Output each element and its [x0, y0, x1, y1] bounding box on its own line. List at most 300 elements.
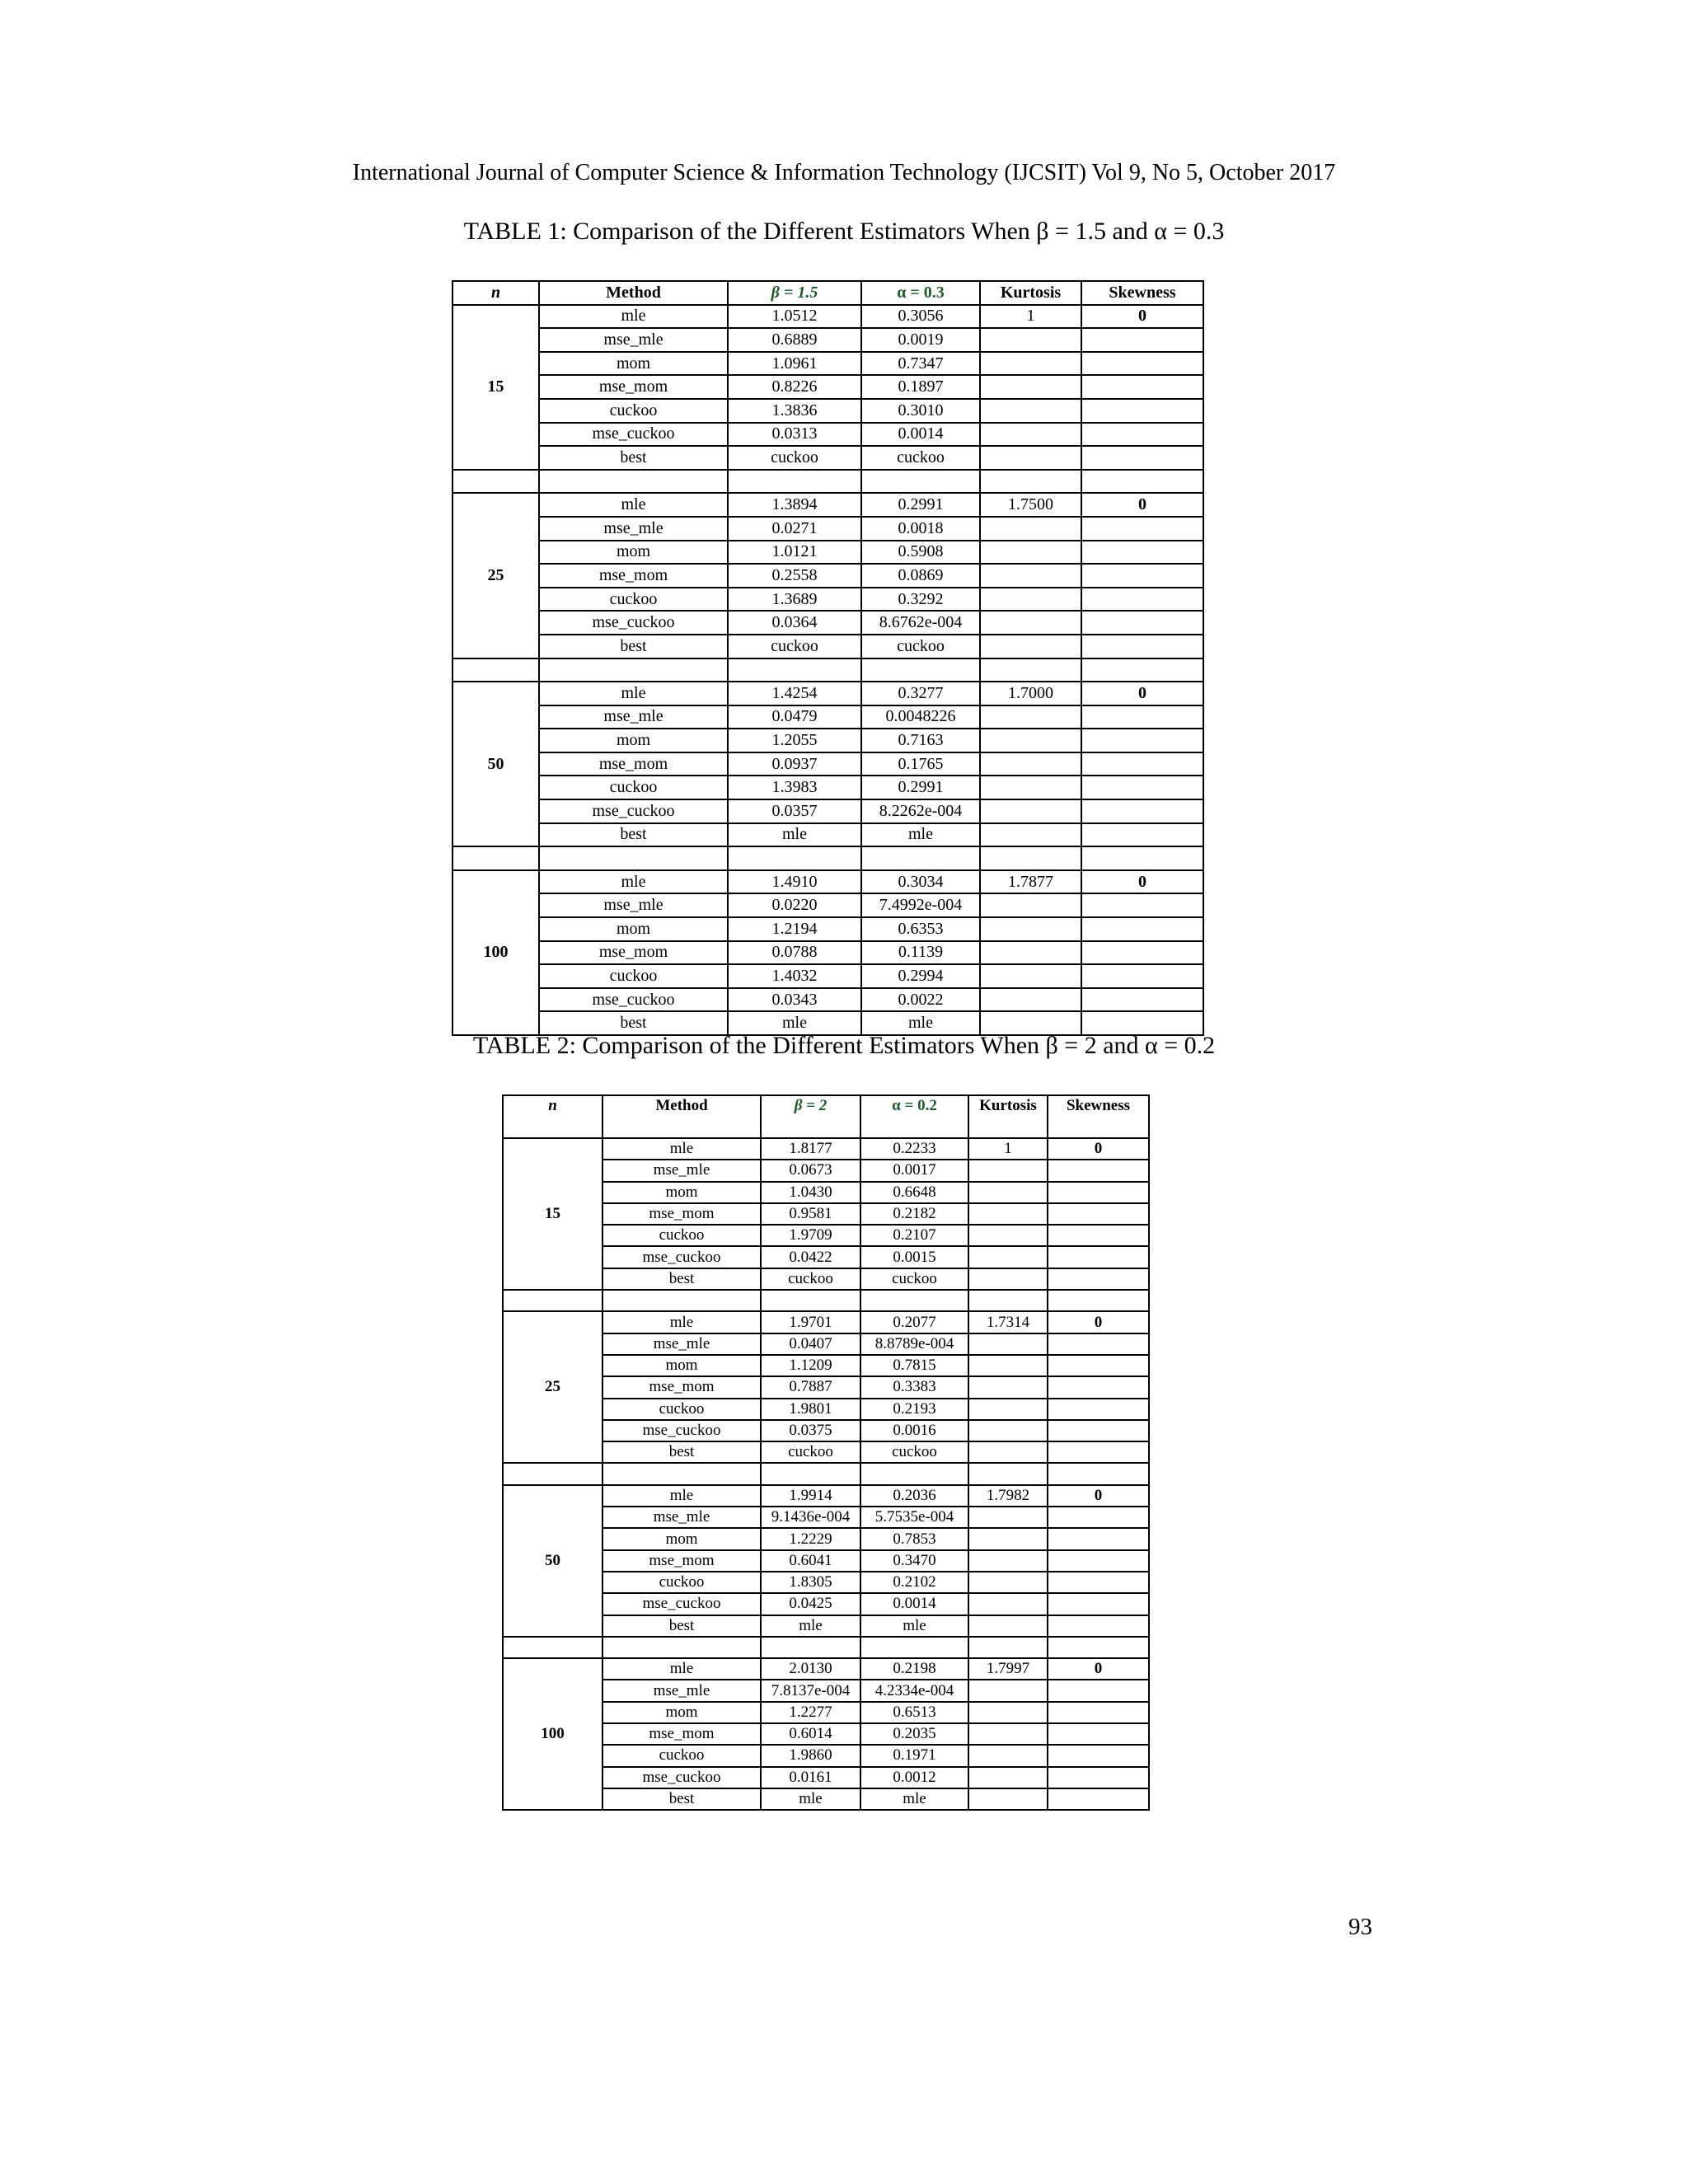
spacer-row	[452, 658, 1203, 682]
kurtosis-cell: 1.7500	[980, 493, 1081, 517]
method-cell: mom	[603, 1702, 761, 1723]
table-row	[503, 1485, 1149, 1507]
spacer-cell	[861, 658, 980, 682]
skewness-cell	[1081, 823, 1203, 847]
skewness-cell: 0	[1048, 1138, 1149, 1160]
table-row	[452, 399, 1203, 423]
kurtosis-cell	[968, 1745, 1048, 1766]
kurtosis-cell	[980, 611, 1081, 635]
kurtosis-cell	[980, 917, 1081, 941]
skewness-cell	[1081, 564, 1203, 588]
alpha-cell: mle	[861, 1011, 980, 1035]
spacer-cell	[539, 846, 728, 870]
header-skewness: Skewness	[1081, 281, 1203, 305]
skewness-cell	[1048, 1745, 1149, 1766]
spacer-cell	[452, 470, 539, 494]
skewness-cell	[1081, 964, 1203, 988]
beta-cell: 1.4910	[728, 870, 861, 894]
beta-cell: 1.2194	[728, 917, 861, 941]
method-cell: mse_cuckoo	[603, 1420, 761, 1441]
kurtosis-cell: 1.7314	[968, 1311, 1048, 1333]
spacer-cell	[603, 1290, 761, 1311]
header-kurtosis: Kurtosis	[980, 281, 1081, 305]
page-number: 93	[1348, 1914, 1372, 1940]
kurtosis-cell	[980, 752, 1081, 776]
kurtosis-cell	[980, 446, 1081, 470]
method-cell: mse_mom	[539, 752, 728, 776]
kurtosis-cell	[968, 1160, 1048, 1181]
beta-cell: 1.3836	[728, 399, 861, 423]
skewness-cell	[1048, 1550, 1149, 1572]
beta-cell: 0.0788	[728, 941, 861, 965]
table-row	[503, 1311, 1149, 1333]
table-row	[452, 823, 1203, 847]
alpha-cell: 0.1139	[861, 941, 980, 965]
method-cell: mse_mom	[603, 1550, 761, 1572]
skewness-cell	[1048, 1420, 1149, 1441]
header-method: Method	[603, 1095, 761, 1138]
spacer-cell	[539, 470, 728, 494]
table-row	[503, 1658, 1149, 1680]
alpha-cell: 0.7163	[861, 729, 980, 752]
table1	[452, 280, 1204, 1036]
method-cell: best	[539, 823, 728, 847]
spacer-row	[452, 846, 1203, 870]
header-alpha: α = 0.2	[860, 1095, 968, 1138]
alpha-cell: 0.0019	[861, 328, 980, 352]
table1-caption: TABLE 1: Comparison of the Different Estimators When β = 1.5 and α = 0.3	[463, 218, 1225, 245]
spacer-cell	[728, 470, 861, 494]
method-cell: mle	[603, 1138, 761, 1160]
method-cell: mse_mom	[539, 375, 728, 399]
header-method: Method	[539, 281, 728, 305]
skewness-cell	[1048, 1268, 1149, 1290]
beta-cell: 2.0130	[761, 1658, 860, 1680]
kurtosis-cell	[980, 423, 1081, 447]
kurtosis-cell	[980, 328, 1081, 352]
skewness-cell	[1048, 1203, 1149, 1225]
spacer-cell	[1048, 1463, 1149, 1484]
spacer-cell	[861, 846, 980, 870]
spacer-cell	[968, 1290, 1048, 1311]
method-cell: best	[539, 635, 728, 658]
alpha-cell: mle	[860, 1615, 968, 1637]
method-cell: mse_mom	[539, 941, 728, 965]
alpha-cell: 0.3470	[860, 1550, 968, 1572]
kurtosis-cell: 1	[968, 1138, 1048, 1160]
method-cell: best	[603, 1441, 761, 1463]
alpha-cell: 0.7815	[860, 1355, 968, 1376]
spacer-cell	[761, 1290, 860, 1311]
beta-cell: 1.3894	[728, 493, 861, 517]
method-cell: cuckoo	[539, 964, 728, 988]
method-cell: mle	[539, 305, 728, 329]
beta-cell: 0.0220	[728, 893, 861, 917]
skewness-cell: 0	[1048, 1485, 1149, 1507]
method-cell: mse_cuckoo	[539, 423, 728, 447]
alpha-cell: 0.0017	[860, 1160, 968, 1181]
alpha-cell: 0.3056	[861, 305, 980, 329]
skewness-cell	[1048, 1399, 1149, 1420]
skewness-cell	[1081, 705, 1203, 729]
skewness-cell	[1081, 375, 1203, 399]
kurtosis-cell	[968, 1246, 1048, 1268]
alpha-cell: 0.0018	[861, 517, 980, 541]
skewness-cell	[1048, 1160, 1149, 1181]
kurtosis-cell	[968, 1572, 1048, 1593]
alpha-cell: 0.2182	[860, 1203, 968, 1225]
kurtosis-cell	[968, 1507, 1048, 1528]
alpha-cell: 0.1971	[860, 1745, 968, 1766]
spacer-cell	[860, 1637, 968, 1658]
beta-cell: 1.9860	[761, 1745, 860, 1766]
beta-cell: 1.8305	[761, 1572, 860, 1593]
kurtosis-cell	[968, 1441, 1048, 1463]
kurtosis-cell	[980, 964, 1081, 988]
table-row	[452, 870, 1203, 894]
method-cell: mle	[539, 493, 728, 517]
spacer-cell	[861, 470, 980, 494]
method-cell: mle	[603, 1311, 761, 1333]
kurtosis-cell	[980, 893, 1081, 917]
method-cell: mom	[603, 1182, 761, 1203]
beta-cell: 0.0375	[761, 1420, 860, 1441]
beta-cell: 0.9581	[761, 1203, 860, 1225]
beta-cell: 0.6889	[728, 328, 861, 352]
alpha-cell: 0.0014	[860, 1593, 968, 1615]
method-cell: mom	[539, 352, 728, 376]
beta-cell: 1.2055	[728, 729, 861, 752]
beta-cell: 1.4032	[728, 964, 861, 988]
kurtosis-cell	[980, 588, 1081, 612]
kurtosis-cell: 1.7997	[968, 1658, 1048, 1680]
spacer-cell	[980, 846, 1081, 870]
method-cell: mse_mle	[539, 517, 728, 541]
alpha-cell: 0.2107	[860, 1225, 968, 1246]
kurtosis-cell	[968, 1723, 1048, 1745]
skewness-cell	[1081, 799, 1203, 823]
skewness-cell	[1048, 1507, 1149, 1528]
beta-cell: 0.0673	[761, 1160, 860, 1181]
beta-cell: 1.1209	[761, 1355, 860, 1376]
skewness-cell	[1081, 776, 1203, 799]
spacer-cell	[452, 658, 539, 682]
method-cell: best	[603, 1788, 761, 1810]
n-cell: 15	[452, 305, 539, 470]
journal-header: International Journal of Computer Science & Information Technology (IJCSIT) Vol 9, No 5, October 2017	[352, 160, 1336, 185]
beta-cell: cuckoo	[728, 446, 861, 470]
skewness-cell	[1081, 611, 1203, 635]
spacer-cell	[1081, 470, 1203, 494]
spacer-cell	[539, 658, 728, 682]
spacer-cell	[503, 1290, 603, 1311]
alpha-cell: 7.4992e-004	[861, 893, 980, 917]
skewness-cell	[1048, 1788, 1149, 1810]
method-cell: best	[539, 1011, 728, 1035]
method-cell: cuckoo	[539, 399, 728, 423]
alpha-cell: 0.2193	[860, 1399, 968, 1420]
table-row	[452, 517, 1203, 541]
beta-cell: 0.0271	[728, 517, 861, 541]
alpha-cell: cuckoo	[860, 1268, 968, 1290]
alpha-cell: 0.0048226	[861, 705, 980, 729]
spacer-cell	[860, 1463, 968, 1484]
alpha-cell: 8.2262e-004	[861, 799, 980, 823]
method-cell: mse_cuckoo	[603, 1246, 761, 1268]
skewness-cell	[1048, 1723, 1149, 1745]
method-cell: mse_cuckoo	[539, 988, 728, 1012]
kurtosis-cell	[980, 776, 1081, 799]
kurtosis-cell	[980, 541, 1081, 565]
beta-cell: 1.8177	[761, 1138, 860, 1160]
alpha-cell: cuckoo	[861, 635, 980, 658]
method-cell: mse_mle	[539, 705, 728, 729]
alpha-cell: 0.2077	[860, 1311, 968, 1333]
spacer-cell	[503, 1637, 603, 1658]
alpha-cell: 0.1765	[861, 752, 980, 776]
n-cell: 25	[503, 1311, 603, 1463]
skewness-cell	[1048, 1593, 1149, 1615]
alpha-cell: 0.2233	[860, 1138, 968, 1160]
method-cell: mse_mom	[603, 1203, 761, 1225]
beta-cell: 0.6041	[761, 1550, 860, 1572]
skewness-cell	[1048, 1225, 1149, 1246]
method-cell: best	[539, 446, 728, 470]
spacer-row	[503, 1290, 1149, 1311]
table-row	[452, 893, 1203, 917]
alpha-cell: 8.8789e-004	[860, 1333, 968, 1355]
beta-cell: 0.0357	[728, 799, 861, 823]
skewness-cell	[1081, 729, 1203, 752]
table-row	[452, 635, 1203, 658]
skewness-cell	[1081, 917, 1203, 941]
table-row	[452, 964, 1203, 988]
table-row	[452, 423, 1203, 447]
alpha-cell: 0.3277	[861, 682, 980, 705]
beta-cell: 0.0479	[728, 705, 861, 729]
kurtosis-cell	[968, 1767, 1048, 1788]
n-cell: 15	[503, 1138, 603, 1290]
alpha-cell: 0.2994	[861, 964, 980, 988]
beta-cell: 0.0364	[728, 611, 861, 635]
skewness-cell	[1081, 423, 1203, 447]
beta-cell: 1.3689	[728, 588, 861, 612]
alpha-cell: 0.7853	[860, 1528, 968, 1549]
kurtosis-cell	[980, 375, 1081, 399]
beta-cell: 1.3983	[728, 776, 861, 799]
method-cell: mle	[539, 682, 728, 705]
table-row	[452, 328, 1203, 352]
table-row	[452, 941, 1203, 965]
alpha-cell: 0.2035	[860, 1723, 968, 1745]
spacer-row	[452, 470, 1203, 494]
kurtosis-cell	[968, 1399, 1048, 1420]
kurtosis-cell	[980, 729, 1081, 752]
method-cell: cuckoo	[603, 1572, 761, 1593]
beta-cell: 1.0430	[761, 1182, 860, 1203]
kurtosis-cell	[980, 823, 1081, 847]
kurtosis-cell	[968, 1528, 1048, 1549]
spacer-cell	[1081, 846, 1203, 870]
kurtosis-cell	[980, 399, 1081, 423]
skewness-cell	[1048, 1355, 1149, 1376]
skewness-cell	[1081, 635, 1203, 658]
kurtosis-cell	[968, 1333, 1048, 1355]
alpha-cell: 8.6762e-004	[861, 611, 980, 635]
header-skewness: Skewness	[1048, 1095, 1149, 1138]
skewness-cell	[1081, 517, 1203, 541]
method-cell: mom	[539, 541, 728, 565]
skewness-cell	[1081, 752, 1203, 776]
header-alpha: α = 0.3	[861, 281, 980, 305]
alpha-cell: 0.1897	[861, 375, 980, 399]
alpha-cell: 0.0022	[861, 988, 980, 1012]
alpha-cell: 0.2991	[861, 493, 980, 517]
kurtosis-cell: 1.7982	[968, 1485, 1048, 1507]
method-cell: mse_mom	[603, 1723, 761, 1745]
method-cell: mle	[603, 1485, 761, 1507]
method-cell: cuckoo	[603, 1225, 761, 1246]
method-cell: mse_cuckoo	[539, 799, 728, 823]
beta-cell: 1.9701	[761, 1311, 860, 1333]
skewness-cell	[1048, 1528, 1149, 1549]
table2-caption: TABLE 2: Comparison of the Different Estimators When β = 2 and α = 0.2	[472, 1032, 1216, 1059]
header-row	[503, 1095, 1149, 1138]
skewness-cell	[1081, 328, 1203, 352]
skewness-cell: 0	[1081, 493, 1203, 517]
method-cell: mom	[539, 917, 728, 941]
skewness-cell	[1081, 893, 1203, 917]
spacer-cell	[968, 1463, 1048, 1484]
beta-cell: 0.0425	[761, 1593, 860, 1615]
kurtosis-cell	[968, 1593, 1048, 1615]
skewness-cell	[1081, 352, 1203, 376]
alpha-cell: 0.7347	[861, 352, 980, 376]
header-beta: β = 2	[761, 1095, 860, 1138]
table-row	[452, 446, 1203, 470]
skewness-cell	[1048, 1615, 1149, 1637]
table-row	[452, 611, 1203, 635]
method-cell: mse_mle	[539, 893, 728, 917]
beta-cell: 1.9801	[761, 1399, 860, 1420]
spacer-cell	[603, 1637, 761, 1658]
table-row	[452, 917, 1203, 941]
skewness-cell	[1081, 941, 1203, 965]
kurtosis-cell	[968, 1550, 1048, 1572]
kurtosis-cell: 1.7000	[980, 682, 1081, 705]
skewness-cell	[1081, 446, 1203, 470]
spacer-cell	[728, 658, 861, 682]
alpha-cell: 0.2198	[860, 1658, 968, 1680]
header-n: n	[503, 1095, 603, 1138]
beta-cell: 0.0407	[761, 1333, 860, 1355]
spacer-cell	[980, 470, 1081, 494]
method-cell: best	[603, 1268, 761, 1290]
alpha-cell: cuckoo	[860, 1441, 968, 1463]
n-cell: 100	[452, 870, 539, 1035]
spacer-cell	[980, 658, 1081, 682]
alpha-cell: 0.2991	[861, 776, 980, 799]
table-row	[452, 682, 1203, 705]
spacer-cell	[968, 1637, 1048, 1658]
skewness-cell: 0	[1081, 305, 1203, 329]
alpha-cell: cuckoo	[861, 446, 980, 470]
spacer-cell	[1048, 1637, 1149, 1658]
kurtosis-cell: 1	[980, 305, 1081, 329]
skewness-cell	[1081, 988, 1203, 1012]
spacer-cell	[503, 1463, 603, 1484]
skewness-cell	[1048, 1333, 1149, 1355]
skewness-cell	[1048, 1572, 1149, 1593]
beta-cell: 0.7887	[761, 1376, 860, 1398]
beta-cell: 1.2277	[761, 1702, 860, 1723]
alpha-cell: mle	[861, 823, 980, 847]
spacer-cell	[452, 846, 539, 870]
kurtosis-cell	[968, 1615, 1048, 1637]
beta-cell: 1.4254	[728, 682, 861, 705]
skewness-cell: 0	[1048, 1658, 1149, 1680]
beta-cell: mle	[728, 1011, 861, 1035]
kurtosis-cell	[980, 799, 1081, 823]
skewness-cell	[1048, 1680, 1149, 1701]
skewness-cell	[1048, 1246, 1149, 1268]
header-beta: β = 1.5	[728, 281, 861, 305]
spacer-cell	[860, 1290, 968, 1311]
beta-cell: 7.8137e-004	[761, 1680, 860, 1701]
skewness-cell	[1081, 399, 1203, 423]
table-row	[452, 352, 1203, 376]
table-row	[452, 564, 1203, 588]
kurtosis-cell	[980, 352, 1081, 376]
alpha-cell: 0.6648	[860, 1182, 968, 1203]
beta-cell: 0.0161	[761, 1767, 860, 1788]
n-cell: 25	[452, 493, 539, 658]
beta-cell: cuckoo	[761, 1441, 860, 1463]
beta-cell: 9.1436e-004	[761, 1507, 860, 1528]
table-row	[452, 776, 1203, 799]
method-cell: mle	[603, 1658, 761, 1680]
skewness-cell: 0	[1081, 682, 1203, 705]
alpha-cell: mle	[860, 1788, 968, 1810]
method-cell: mse_mle	[539, 328, 728, 352]
kurtosis-cell	[968, 1788, 1048, 1810]
method-cell: mse_cuckoo	[539, 611, 728, 635]
method-cell: mse_mom	[603, 1376, 761, 1398]
method-cell: mse_mle	[603, 1680, 761, 1701]
n-cell: 100	[503, 1658, 603, 1810]
table2	[502, 1094, 1150, 1811]
kurtosis-cell	[980, 564, 1081, 588]
n-cell: 50	[452, 682, 539, 846]
alpha-cell: 0.3010	[861, 399, 980, 423]
method-cell: cuckoo	[539, 588, 728, 612]
kurtosis-cell	[968, 1420, 1048, 1441]
beta-cell: 1.9709	[761, 1225, 860, 1246]
spacer-cell	[603, 1463, 761, 1484]
beta-cell: 0.0422	[761, 1246, 860, 1268]
kurtosis-cell	[968, 1680, 1048, 1701]
beta-cell: 1.0121	[728, 541, 861, 565]
skewness-cell: 0	[1081, 870, 1203, 894]
alpha-cell: 5.7535e-004	[860, 1507, 968, 1528]
alpha-cell: 0.6513	[860, 1702, 968, 1723]
kurtosis-cell	[980, 635, 1081, 658]
spacer-cell	[761, 1637, 860, 1658]
alpha-cell: 0.0012	[860, 1767, 968, 1788]
header-row	[452, 281, 1203, 305]
beta-cell: mle	[761, 1788, 860, 1810]
alpha-cell: 0.3292	[861, 588, 980, 612]
